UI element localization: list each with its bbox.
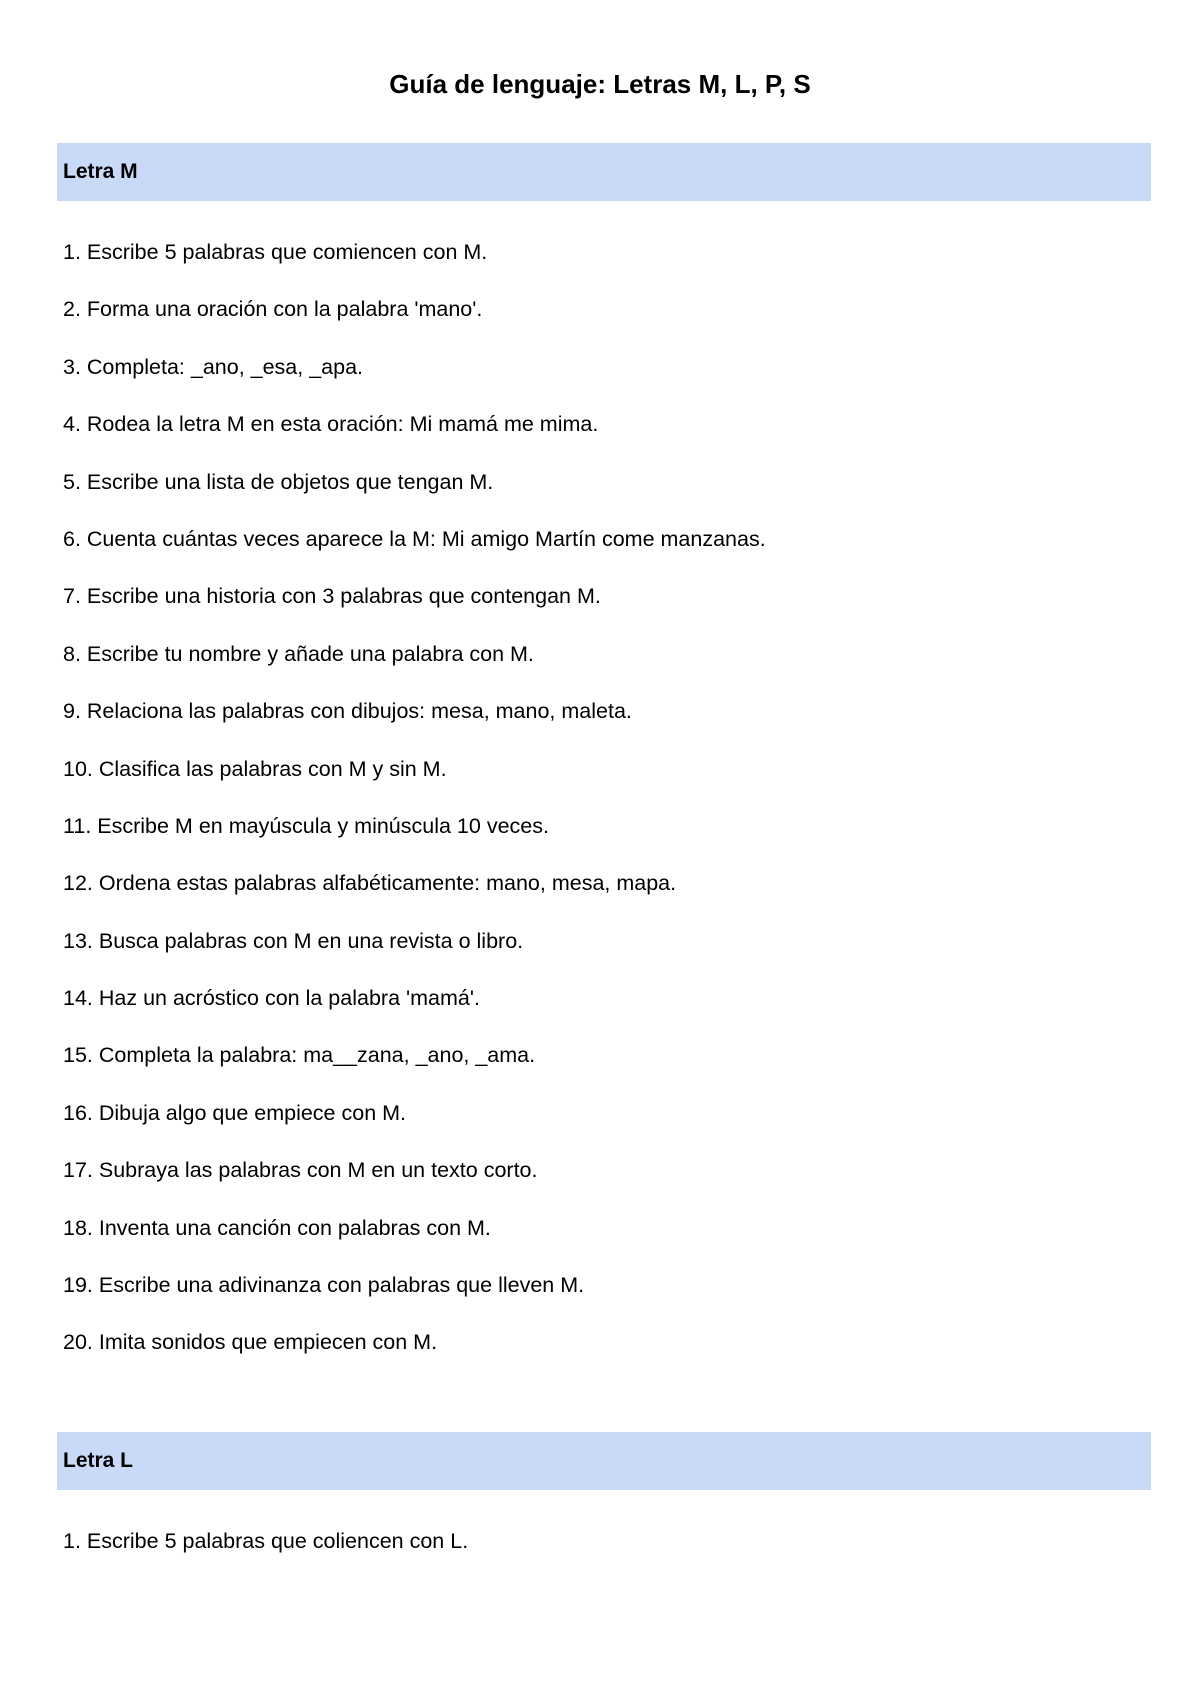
list-item: 5. Escribe una lista de objetos que tengan M. — [63, 469, 494, 494]
list-item: 11. Escribe M en mayúscula y minúscula 10 veces. — [63, 813, 549, 838]
section-header-letra-l: Letra L — [57, 1432, 1151, 1490]
list-item: 1. Escribe 5 palabras que comiencen con M. — [63, 240, 488, 264]
list-item: 16. Dibuja algo que empiece con M. — [63, 1100, 407, 1125]
list-item: 18. Inventa una canción con palabras con M. — [63, 1215, 491, 1240]
list-item: 6. Cuenta cuántas veces aparece la M: Mi amigo Martín come manzanas. — [63, 526, 766, 551]
list-item: 15. Completa la palabra: ma__zana, _ano, _ama. — [63, 1043, 536, 1068]
list-item: 8. Escribe tu nombre y añade una palabra con M. — [63, 641, 534, 666]
page-title: Guía de lenguaje: Letras M, L, P, S — [389, 69, 811, 99]
list-item: 13. Busca palabras con M en una revista o libro. — [63, 928, 524, 953]
list-item: 17. Subraya las palabras con M en un texto corto. — [63, 1158, 538, 1183]
list-item: 7. Escribe una historia con 3 palabras que contengan M. — [63, 584, 601, 609]
section-header-letra-m: Letra M — [57, 143, 1151, 201]
list-item: 9. Relaciona las palabras con dibujos: mesa, mano, maleta. — [63, 699, 632, 724]
list-item: 20. Imita sonidos que empiecen con M. — [63, 1330, 438, 1355]
list-item: 2. Forma una oración con la palabra 'mano'. — [63, 297, 483, 322]
exercise-list-letra-m — [63, 238, 766, 1386]
list-item: 10. Clasifica las palabras con M y sin M. — [63, 756, 447, 781]
list-item: 1. Escribe 5 palabras que coliencen con L. — [63, 1529, 469, 1553]
list-item: 3. Completa: _ano, _esa, _apa. — [63, 354, 364, 379]
list-item: 4. Rodea la letra M en esta oración: Mi mamá me mima. — [63, 412, 599, 437]
exercise-list-letra-l — [63, 1527, 468, 1584]
list-item: 19. Escribe una adivinanza con palabras que lleven M. — [63, 1273, 585, 1298]
list-item: 14. Haz un acróstico con la palabra 'mamá'. — [63, 986, 480, 1011]
list-item: 12. Ordena estas palabras alfabéticamente: mano, mesa, mapa. — [63, 871, 677, 896]
